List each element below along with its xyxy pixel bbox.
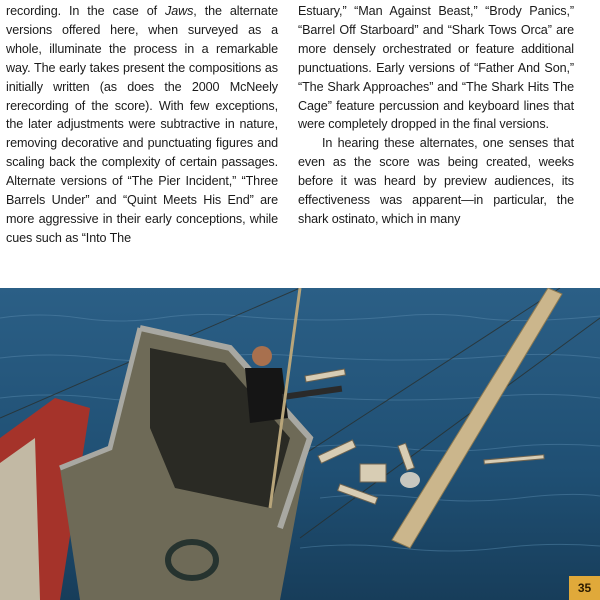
text-run: recording. In the case of (6, 4, 165, 18)
boat-deck-left (0, 438, 40, 600)
page-number: 35 (569, 576, 600, 600)
sinking-boat-photo (0, 288, 600, 600)
film-title: Jaws (165, 4, 194, 18)
paragraph-right-2: In hearing these alternates, one senses that even as the score was being created, weeks before it was heard by preview audiences, its effectiveness was apparent—in particular, the shark ostinato, which in many (298, 136, 574, 226)
paragraph-right-1: Estuary,” “Man Against Beast,” “Brody Panics,” “Barrel Off Starboard” and “Shark Tows Orca” are more densely orchestrated or feature additional punctuations. Early versions of “Father And Son,” “The Shark Approaches” and “The Shark Hits The Cage” feature percussion and keyboard lines that were completely dropped in the final versions. (298, 4, 574, 132)
text-column-left (6, 2, 278, 248)
text-column-right (298, 2, 574, 229)
paragraph-left (6, 2, 278, 248)
text-run: , the alternate versions offered here, when surveyed as a whole, illuminate the process in a remarkable way. The early takes present the compositions as initially written (as does the 2000 McNeely rerecording of the score). With few exceptions, the later adjustments were subtractive in nature, removing decorative and punctuating figures and scaling back the complexity of certain passages. Alternate versions of “The Pier Incident,” “Three Barrels Under” and “Quint Meets His End” are more aggressive in their early conceptions, while cues such as “Into The (6, 4, 279, 245)
barrel (400, 472, 420, 488)
